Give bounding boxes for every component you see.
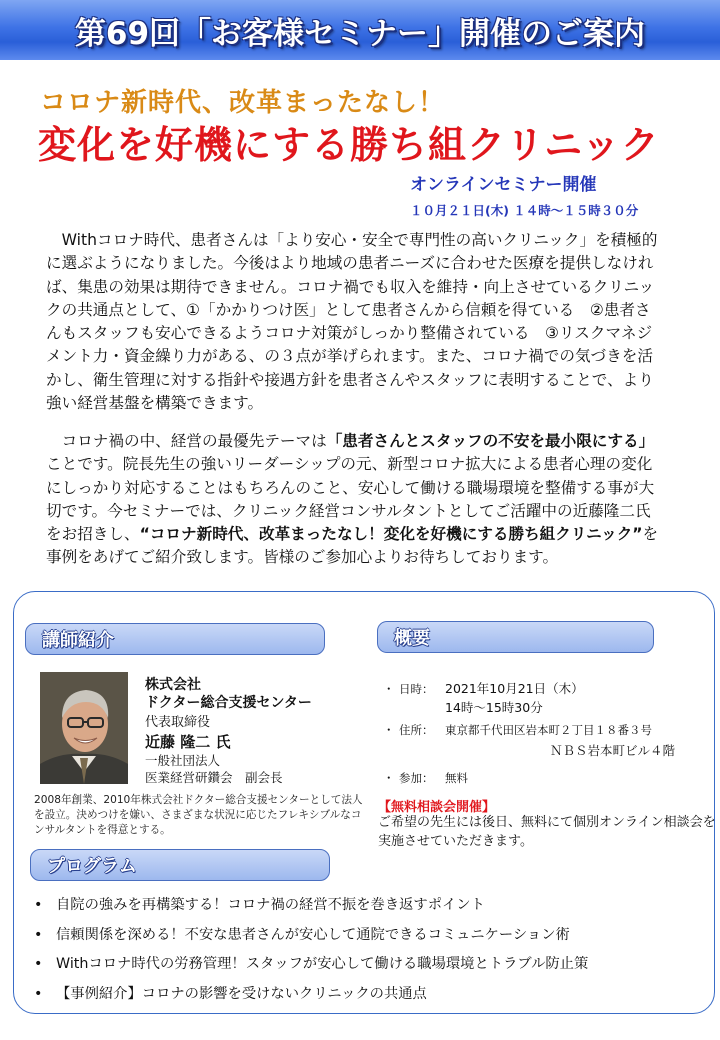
overview-address-label: 住所： [399, 723, 434, 737]
speaker-photo [40, 672, 128, 784]
program-item: • 【事例紹介】コロナの影響を受けないクリニックの共通点 [34, 982, 588, 1012]
paragraph2-part-c: ことです。院長先生の強いリーダーシップの元、新型コロナ拡大による患者心理の変化にしっかり対応することはもちろんのこと、安心して働ける職場環境を整備する事が大切です。今セミナーでは、クリニック経営コンサルタントとしてご活躍中の近藤隆二氏をお招きし、 [46, 455, 655, 544]
banner-title: 第69回「お客様セミナー」開催のご案内 [74, 15, 646, 52]
program-item: • Withコロナ時代の労務管理！スタッフが安心して働ける職場環境とトラブル防止策 [34, 952, 588, 982]
paragraph2-emphasis-theme: 「患者さんとスタッフの不安を最小限にする」 [326, 432, 655, 450]
paragraph2-part-e: を事例をあげてご紹介致します。皆様のご参加心よりお待ちしております。 [46, 525, 659, 567]
bullet: ・ [383, 770, 395, 785]
speaker-org-line1: 一般社団法人 [145, 753, 221, 768]
speaker-section-header: 講師紹介 [25, 623, 325, 655]
paragraph2-part-a: コロナ禍の中、経営の最優先テーマは [46, 432, 327, 450]
consultation-heading: 【無料相談会開催】 [378, 800, 496, 815]
intro-paragraph-2 [46, 430, 662, 570]
overview-fee-row [383, 769, 675, 788]
seminar-title: 変化を好機にする勝ち組クリニック [38, 123, 660, 167]
overview-address-line1: 東京都千代田区岩本町２丁目１８番３号 [445, 723, 652, 737]
paragraph2-emphasis-title: “コロナ新時代、改革まったなし！変化を好機にする勝ち組クリニック” [139, 525, 643, 544]
bullet: ・ [383, 723, 395, 737]
speaker-name: 近藤 隆二 氏 [145, 733, 231, 751]
seminar-subtitle: コロナ新時代、改革まったなし！ [40, 88, 446, 118]
speaker-company-line2: ドクター総合支援センター [145, 695, 312, 711]
online-seminar-label: オンラインセミナー開催 [410, 175, 597, 195]
program-list [34, 893, 588, 1011]
overview-time-value: 14時～15時30分 [445, 699, 543, 715]
program-item: • 信頼関係を深める！不安な患者さんが安心して通院できるコミュニケーション術 [34, 923, 588, 953]
program-section-header: プログラム [30, 849, 330, 881]
speaker-company-line1: 株式会社 [145, 677, 201, 693]
speaker-bio: 2008年創業、2010年株式会社ドクター総合支援センターとして法人を設立。決めつけを嫌い、さまざまな状況に応じたフレキシブルなコンサルタントを得意とする。 [34, 794, 363, 836]
seminar-date-label: １０月２１日(木) １４時～１５時３０分 [410, 203, 639, 218]
overview-fee-value: 無料 [445, 770, 468, 785]
overview-address-row [383, 721, 675, 740]
speaker-role: 代表取締役 [145, 715, 211, 730]
program-item: • 自院の強みを再構築する！コロナ禍の経営不振を巻き返すポイント [34, 893, 588, 923]
consultation-body: ご希望の先生には後日、無料にて個別オンライン相談会を実施させていただきます。 [378, 815, 716, 849]
overview-fee-label: 参加： [399, 770, 434, 785]
bullet: ・ [383, 682, 395, 696]
speaker-info [145, 676, 312, 786]
speaker-org-line2: 医業経営研鑽会 副会長 [145, 770, 283, 785]
overview-date-label: 日時： [399, 682, 434, 696]
overview-address-line2: ＮＢＳ岩本町ビル４階 [550, 742, 676, 758]
header-banner [0, 0, 720, 60]
overview-date-row [383, 680, 675, 699]
overview-section-header: 概要 [377, 621, 654, 653]
speaker-portrait-illustration [40, 672, 128, 784]
intro-paragraph-1: Withコロナ時代、患者さんは「より安心・安全で専門性の高いクリニック」を積極的に選ぶようになりました。今後はより地域の患者ニーズに合わせた医療を提供しなければ、集患の効果は期待できません。コロナ禍でも収入を維持・向上させているクリニックの共通点として、①「かかりつけ医」として患者さんから信頼を得ている ②患者さんもスタッフも安心できるようコロナ対策がしっかり整備されている ③リスクマネジメント力・資金繰り力がある、の３点が挙げられます。また、コロナ禍での気づきを活かし、衛生管理に対する指針や接遇方針を患者さんやスタッフに表明することで、より強い経営基盤を構築できます。 [46, 231, 658, 413]
overview-date-value: 2021年10月21日（木） [445, 681, 584, 696]
overview-details [383, 680, 675, 787]
